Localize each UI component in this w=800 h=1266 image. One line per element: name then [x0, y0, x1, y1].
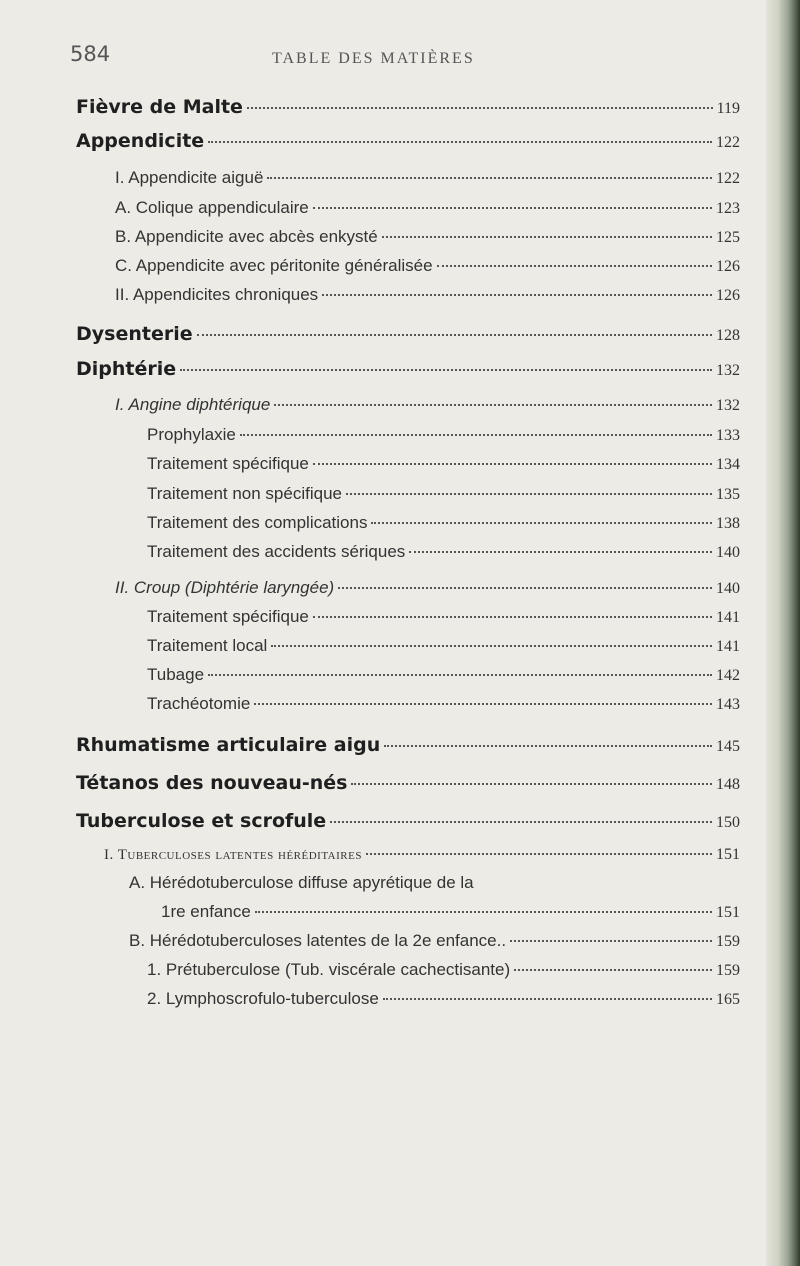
toc-entry-page: 148: [716, 776, 740, 793]
toc-entry-label: Tétanos des nouveau-nés: [76, 772, 348, 794]
toc-entry-label: 2. Lymphoscrofulo-tuberculose: [147, 989, 379, 1008]
toc-entry-label: B. Appendicite avec abcès enkysté: [115, 227, 378, 246]
dot-leader: [208, 141, 712, 143]
dot-leader: [271, 645, 712, 647]
toc-entry-label: Dysenterie: [76, 323, 193, 345]
dot-leader: [514, 969, 712, 971]
toc-entry-page: 122: [716, 134, 740, 151]
dot-leader: [371, 522, 712, 524]
toc-entry-label: II. Appendicites chroniques: [115, 285, 319, 304]
toc-entry: [147, 454, 740, 474]
toc-entry: [147, 665, 740, 685]
toc-entry-tetanos: [76, 772, 740, 794]
toc-entry-appendicite: [76, 130, 740, 152]
toc-entry-page: 159: [716, 933, 740, 950]
toc-entry-page: 159: [716, 962, 740, 979]
toc-entry-page: 150: [716, 814, 740, 831]
toc-entry: [115, 198, 740, 218]
dot-leader: [351, 783, 712, 785]
toc-entry: [147, 484, 740, 504]
toc-entry-page: 165: [716, 991, 740, 1008]
toc-entry-label: Tuberculose et scrofule: [76, 810, 327, 832]
dot-leader: [384, 745, 712, 747]
toc-entry-label: C. Appendicite avec péritonite généralisée: [115, 256, 433, 275]
running-head: TABLE DES MATIÈRES: [272, 50, 475, 67]
toc-entry-page: 125: [716, 229, 740, 246]
toc-entry-label: 1re enfance: [161, 902, 251, 921]
toc-entry-page: 143: [716, 696, 740, 713]
toc-entry-page: 140: [716, 580, 740, 597]
dot-leader: [346, 493, 712, 495]
toc-entry-label: II. Croup (Diphtérie laryngée): [115, 578, 335, 597]
dot-leader: [254, 703, 712, 705]
toc-entry-label: A. Colique appendiculaire: [115, 198, 309, 217]
dot-leader: [338, 587, 712, 589]
dot-leader: [383, 998, 712, 1000]
toc-entry: [115, 168, 740, 188]
dot-leader: [313, 463, 712, 465]
toc-entry: [115, 285, 740, 305]
toc-entry: [161, 902, 740, 922]
toc-entry-label: Traitement spécifique: [147, 607, 309, 626]
toc-entry: [147, 960, 740, 980]
toc-entry: [147, 542, 740, 562]
toc-entry: [129, 931, 740, 951]
dot-leader: [274, 404, 712, 406]
toc-entry-page: 142: [716, 667, 740, 684]
toc-entry-rhumatisme: [76, 734, 740, 756]
toc-entry: [115, 256, 740, 276]
toc-entry-label: Trachéotomie: [147, 694, 251, 713]
toc-entry-label: Traitement spécifique: [147, 454, 309, 473]
dot-leader: [366, 853, 712, 855]
toc-entry-dysenterie: [76, 323, 740, 345]
toc-entry-label: Traitement non spécifique: [147, 484, 342, 503]
toc-entry-page: 128: [716, 327, 740, 344]
page-number: 584: [70, 42, 111, 66]
dot-leader: [437, 265, 712, 267]
toc-entry: [147, 607, 740, 627]
toc-entry: [104, 846, 740, 864]
toc-entry-fievre-de-malte: [76, 96, 740, 118]
toc-entry: [147, 636, 740, 656]
toc-entry: [147, 694, 740, 714]
toc-entry-label: Traitement des accidents sériques: [147, 542, 406, 561]
dot-leader: [409, 551, 712, 553]
toc-entry-label: B. Hérédotuberculoses latentes de la 2e enfance..: [129, 931, 507, 950]
dot-leader: [240, 434, 712, 436]
toc-entry: [115, 227, 740, 247]
toc-entry-page: 123: [716, 200, 740, 217]
book-spine-edge: [766, 0, 800, 1266]
toc-entry-label: 1. Prétuberculose (Tub. viscérale cachectisante): [147, 960, 511, 979]
dot-leader: [313, 616, 712, 618]
toc-entry-label: A. Hérédotuberculose diffuse apyrétique de la: [129, 873, 474, 892]
toc-entry: [115, 395, 740, 415]
dot-leader: [313, 207, 712, 209]
toc-entry-label: Prophylaxie: [147, 425, 236, 444]
toc-entry-page: 126: [716, 287, 740, 304]
toc-entry-label: I. Appendicite aiguë: [115, 168, 264, 187]
toc-entry-label: Traitement local: [147, 636, 268, 655]
toc-entry-page: 138: [716, 515, 740, 532]
toc-entry: [115, 578, 740, 598]
toc-entry-label: I. Angine diphtérique: [115, 395, 271, 414]
toc-entry-page: 141: [716, 638, 740, 655]
dot-leader: [247, 107, 713, 109]
toc-entry: [147, 425, 740, 445]
toc-entry-label: Appendicite: [76, 130, 205, 152]
toc-entry-page: 119: [716, 100, 740, 117]
dot-leader: [255, 911, 712, 913]
toc-entry-page: 145: [716, 738, 740, 755]
dot-leader: [180, 369, 712, 371]
dot-leader: [510, 940, 712, 942]
toc-entry-label: Rhumatisme articulaire aigu: [76, 734, 381, 756]
toc-entry-page: 135: [716, 486, 740, 503]
toc-entry: [147, 513, 740, 533]
toc-entry-page: 134: [716, 456, 740, 473]
dot-leader: [382, 236, 712, 238]
dot-leader: [267, 177, 712, 179]
toc-entry-label: I. Tuberculoses latentes héréditaires: [104, 847, 362, 863]
toc-entry-label: Traitement des complications: [147, 513, 368, 532]
toc-entry-label: Tubage: [147, 665, 205, 684]
toc-entry: [147, 989, 740, 1009]
dot-leader: [208, 674, 712, 676]
toc-entry-label: Diphtérie: [76, 358, 177, 380]
toc-entry-page: 141: [716, 609, 740, 626]
toc-entry-page: 132: [716, 397, 740, 414]
dot-leader: [197, 334, 712, 336]
toc-entry-tuberculose: [76, 810, 740, 832]
dot-leader: [330, 821, 712, 823]
dot-leader: [322, 294, 712, 296]
toc-entry-page: 140: [716, 544, 740, 561]
toc-entry-page: 133: [716, 427, 740, 444]
toc-entry-page: 132: [716, 362, 740, 379]
toc-entry-page: 151: [716, 846, 740, 863]
toc-entry-page: 126: [716, 258, 740, 275]
toc-entry-page: 151: [716, 904, 740, 921]
toc-entry-diphterie: [76, 358, 740, 380]
toc-entry-label: Fièvre de Malte: [76, 96, 243, 118]
toc-entry-page: 122: [716, 170, 740, 187]
